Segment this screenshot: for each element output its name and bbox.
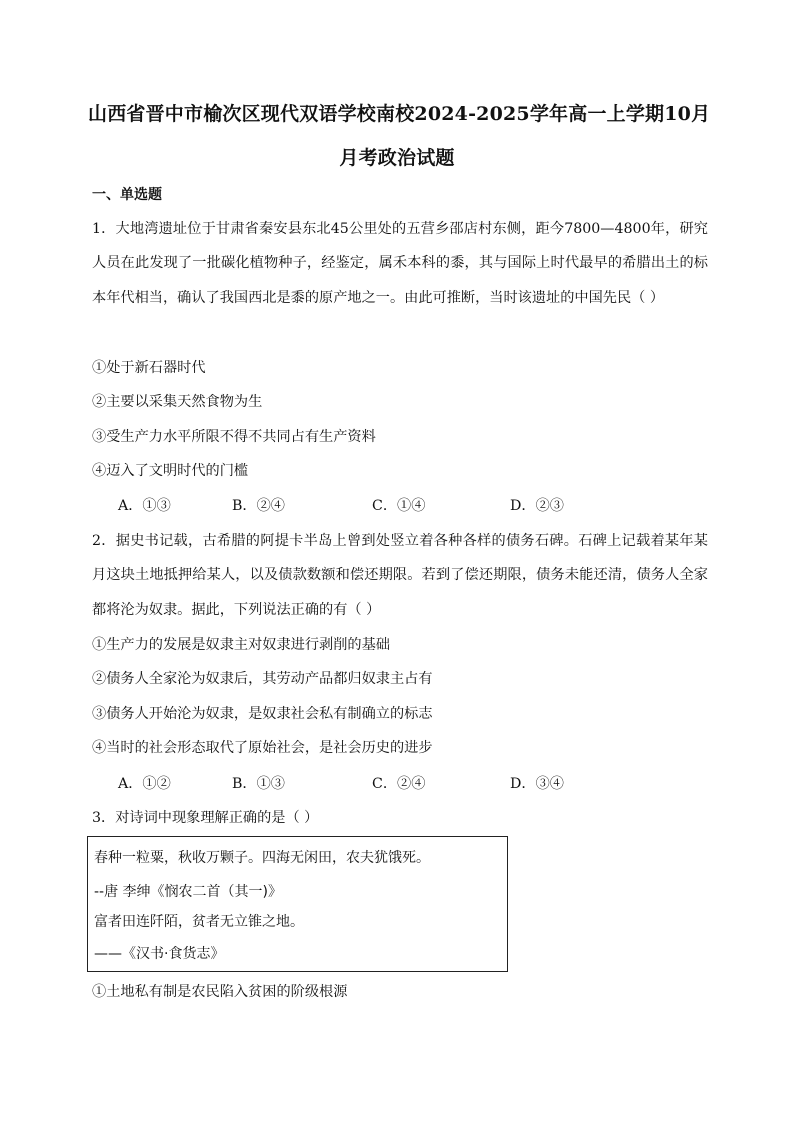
option-a[interactable]: A．①② <box>118 776 171 792</box>
option-a[interactable]: A．①③ <box>118 498 171 514</box>
question-3-item: ①土地私有制是农民陷入贫困的阶级根源 <box>92 984 348 1000</box>
question-1-item: ④迈入了文明时代的门槛 <box>92 463 249 479</box>
section-heading: 一、单选题 <box>92 187 162 203</box>
question-1-item: ②主要以采集天然食物为生 <box>92 394 263 410</box>
option-b[interactable]: B．①③ <box>232 776 285 792</box>
question-2-options <box>118 775 678 793</box>
question-1-options <box>118 497 678 515</box>
quote-source: --唐 李绅《悯农二首（其一)》 <box>94 884 283 900</box>
question-1-item: ①处于新石器时代 <box>92 360 206 376</box>
question-2-stem: 2．据史书记载，古希腊的阿提卡半岛上曾到处竖立着各种各样的债务石碑。石碑上记载着某年某月这块土地抵押给某人，以及债款数额和偿还期限。若到了偿还期限，债务未能还清，债务人全家都将沦为奴隶。据此，下列说法正确的有（ ） <box>92 533 708 618</box>
option-d[interactable]: D．③④ <box>510 776 564 792</box>
question-3-stem: 3．对诗词中现象理解正确的是（ ） <box>92 810 319 826</box>
quote-box <box>87 836 508 972</box>
question-1-stem: 1．大地湾遗址位于甘肃省秦安县东北45公里处的五营乡邵店村东侧，距今7800—4800年，研究人员在此发现了一批碳化植物种子，经鉴定，属禾本科的黍，其与国际上时代最早的希腊出土的标本年代相当，确认了我国西北是黍的原产地之一。由此可推断，当时该遗址的中国先民（ ） <box>92 221 708 306</box>
option-c[interactable]: C．①④ <box>372 498 426 514</box>
option-c[interactable]: C．②④ <box>372 776 426 792</box>
title-line-2: 月考政治试题 <box>339 147 455 169</box>
question-2-item: ②债务人全家沦为奴隶后，其劳动产品都归奴隶主占有 <box>92 671 433 687</box>
quote-line: 春种一粒粟，秋收万颗子。四海无闲田，农夫犹饿死。 <box>94 850 430 866</box>
quote-line: 富者田连阡陌，贫者无立锥之地。 <box>94 914 304 930</box>
question-2-item: ③债务人开始沦为奴隶，是奴隶社会私有制确立的标志 <box>92 706 433 722</box>
question-1-item: ③受生产力水平所限不得不共同占有生产资料 <box>92 429 376 445</box>
question-2-item: ①生产力的发展是奴隶主对奴隶进行剥削的基础 <box>92 637 390 653</box>
quote-source: ——《汉书·食货志》 <box>94 946 225 962</box>
title-line-1: 山西省晋中市榆次区现代双语学校南校2024-2025学年高一上学期10月 <box>88 103 711 125</box>
question-2-item: ④当时的社会形态取代了原始社会，是社会历史的进步 <box>92 740 433 756</box>
option-b[interactable]: B．②④ <box>232 498 285 514</box>
option-d[interactable]: D．②③ <box>510 498 564 514</box>
